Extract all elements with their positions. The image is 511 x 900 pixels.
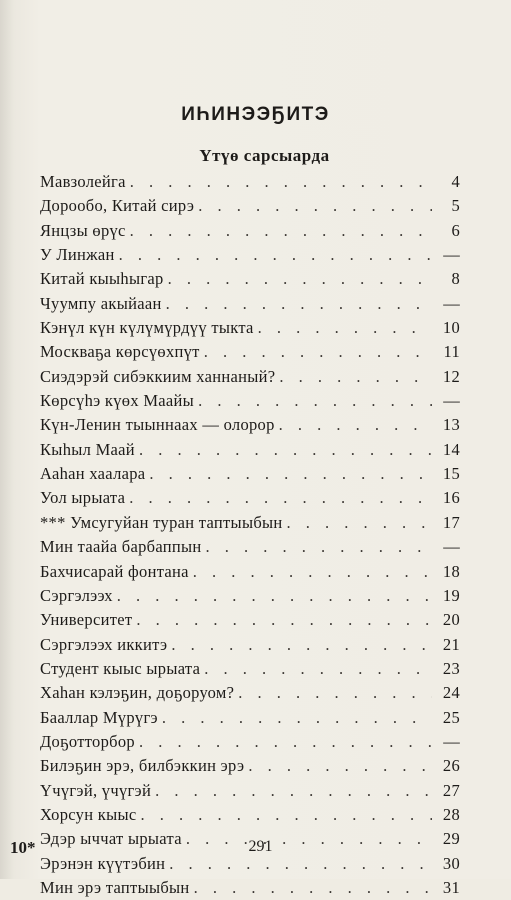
entry-page: 6 xyxy=(451,220,460,240)
toc-entry xyxy=(40,340,460,364)
entry-page: — xyxy=(443,293,460,313)
dot-leader xyxy=(287,511,432,535)
toc-entry xyxy=(40,754,460,778)
entry-title: Мин эрэ таптыыбын xyxy=(40,877,190,897)
table-of-contents xyxy=(40,170,460,900)
entry-title: *** Умсугуйан туран таптыыбын xyxy=(40,512,283,532)
entry-page: 21 xyxy=(442,634,460,654)
entry-page: 13 xyxy=(442,415,460,435)
dot-leader xyxy=(117,584,432,608)
entry-title: Китай кыыһыгар xyxy=(40,269,164,289)
entry-page: 15 xyxy=(442,464,460,484)
dot-leader xyxy=(248,754,432,778)
dot-leader xyxy=(171,633,432,657)
entry-page: 4 xyxy=(451,172,460,191)
toc-entry xyxy=(40,633,460,657)
dot-leader xyxy=(155,779,432,803)
toc-entry xyxy=(40,170,460,194)
dot-leader xyxy=(139,730,432,754)
entry-title: Кэнүл күн күлүмүрдүү тыкта xyxy=(40,318,254,338)
entry-page: 8 xyxy=(451,269,460,289)
entry-title: Уол ырыата xyxy=(40,488,126,508)
dot-leader xyxy=(198,389,432,413)
entry-page: 30 xyxy=(442,853,460,873)
contents-heading: ИҺИНЭЭҔИТЭ xyxy=(181,104,330,125)
entry-title: Мин таайа барбаппын xyxy=(40,537,202,557)
entry-title: Янцзы өрүс xyxy=(40,220,126,240)
entry-page: 25 xyxy=(442,707,460,727)
dot-leader xyxy=(206,535,432,559)
dot-leader xyxy=(204,657,432,681)
toc-entry xyxy=(40,316,460,340)
entry-title: Чуумпу акыйаан xyxy=(40,293,162,313)
toc-entry xyxy=(40,365,460,389)
entry-title: Бааллар Мүрүгэ xyxy=(40,707,158,727)
entry-title: Билэҕин эрэ, билбэккин эрэ xyxy=(40,756,245,776)
dot-leader xyxy=(258,316,432,340)
entry-title: Студент кыыс ырыата xyxy=(40,658,201,678)
dot-leader xyxy=(162,706,432,730)
toc-entry xyxy=(40,462,460,486)
entry-title: Сэргэлээх иккитэ xyxy=(40,634,168,654)
entry-title: Мавзолейга xyxy=(40,172,126,191)
entry-page: 28 xyxy=(442,804,460,824)
entry-page: 31 xyxy=(442,877,460,897)
toc-entry xyxy=(40,876,460,900)
entry-page: 12 xyxy=(442,366,460,386)
page-number: 291 xyxy=(248,838,273,855)
toc-entry xyxy=(40,292,460,316)
dot-leader xyxy=(130,219,432,243)
toc-entry xyxy=(40,681,460,705)
entry-page: 19 xyxy=(442,585,460,605)
entry-title: Сэргэлээх xyxy=(40,585,113,605)
dot-leader xyxy=(139,438,432,462)
dot-leader xyxy=(129,486,432,510)
dot-leader xyxy=(168,267,432,291)
toc-entry xyxy=(40,511,460,535)
entry-title: Университет xyxy=(40,610,133,630)
entry-title: Хорсун кыыс xyxy=(40,804,137,824)
entry-page: — xyxy=(443,537,460,557)
entry-page: 23 xyxy=(442,658,460,678)
entry-page: — xyxy=(443,731,460,751)
entry-page: 18 xyxy=(442,561,460,581)
entry-page: 26 xyxy=(442,756,460,776)
entry-page: — xyxy=(443,245,460,265)
entry-page: 20 xyxy=(442,610,460,630)
section-title: Үтүө сарсыарда xyxy=(199,146,330,165)
toc-entry xyxy=(40,803,460,827)
entry-title: Эдэр ыччат ырыата xyxy=(40,829,182,849)
toc-entry xyxy=(40,413,460,437)
toc-entry xyxy=(40,535,460,559)
entry-page: 16 xyxy=(442,488,460,508)
toc-entry xyxy=(40,194,460,218)
entry-page: 17 xyxy=(442,512,460,532)
toc-entry xyxy=(40,267,460,291)
dot-leader xyxy=(238,681,432,705)
entry-title: Көрсүһэ күөх Маайы xyxy=(40,391,195,411)
dot-leader xyxy=(119,243,432,267)
dot-leader xyxy=(149,462,432,486)
dot-leader xyxy=(166,292,432,316)
toc-entry xyxy=(40,730,460,754)
toc-entry xyxy=(40,438,460,462)
toc-entry xyxy=(40,779,460,803)
entry-title: Москваҕа көрсүөхпүт xyxy=(40,342,200,362)
toc-entry xyxy=(40,486,460,510)
entry-title: Сиэдэрэй сибэккиим ханнаный? xyxy=(40,366,276,386)
toc-entry xyxy=(40,657,460,681)
dot-leader xyxy=(279,365,432,389)
entry-page: 29 xyxy=(442,829,460,849)
toc-entry xyxy=(40,243,460,267)
signature-mark: 10* xyxy=(10,838,36,857)
toc-entry xyxy=(40,560,460,584)
entry-title: Эрэнэн күүтэбин xyxy=(40,853,166,873)
entry-page: 11 xyxy=(443,342,460,362)
entry-title: Ааһан хаалара xyxy=(40,464,146,484)
entry-title: Күн-Ленин тыыннаах — олорор xyxy=(40,415,275,435)
entry-title: Бахчисарай фонтана xyxy=(40,561,189,581)
entry-title: Үчүгэй, үчүгэй xyxy=(40,780,152,800)
toc-entry xyxy=(40,608,460,632)
entry-page: — xyxy=(443,391,460,411)
toc-entry xyxy=(40,389,460,413)
dot-leader xyxy=(198,194,432,218)
entry-title: Доҕотторбор xyxy=(40,731,135,751)
entry-title: Дорообо, Китай сирэ xyxy=(40,196,195,216)
dot-leader xyxy=(136,608,432,632)
entry-page: 27 xyxy=(442,780,460,800)
entry-page: 24 xyxy=(442,683,460,703)
toc-entry xyxy=(40,706,460,730)
dot-leader xyxy=(193,560,432,584)
entry-page: 10 xyxy=(442,318,460,338)
dot-leader xyxy=(130,170,432,194)
entry-page: 14 xyxy=(442,439,460,459)
entry-page: 5 xyxy=(451,196,460,216)
dot-leader xyxy=(141,803,433,827)
dot-leader xyxy=(279,413,432,437)
entry-title: Хаһан кэлэҕин, доҕоруом? xyxy=(40,683,235,703)
dot-leader xyxy=(204,340,432,364)
entry-title: Кыһыл Маай xyxy=(40,439,135,459)
toc-entry xyxy=(40,219,460,243)
dot-leader xyxy=(194,876,432,900)
toc-entry xyxy=(40,584,460,608)
entry-title: У Линжан xyxy=(40,245,115,265)
